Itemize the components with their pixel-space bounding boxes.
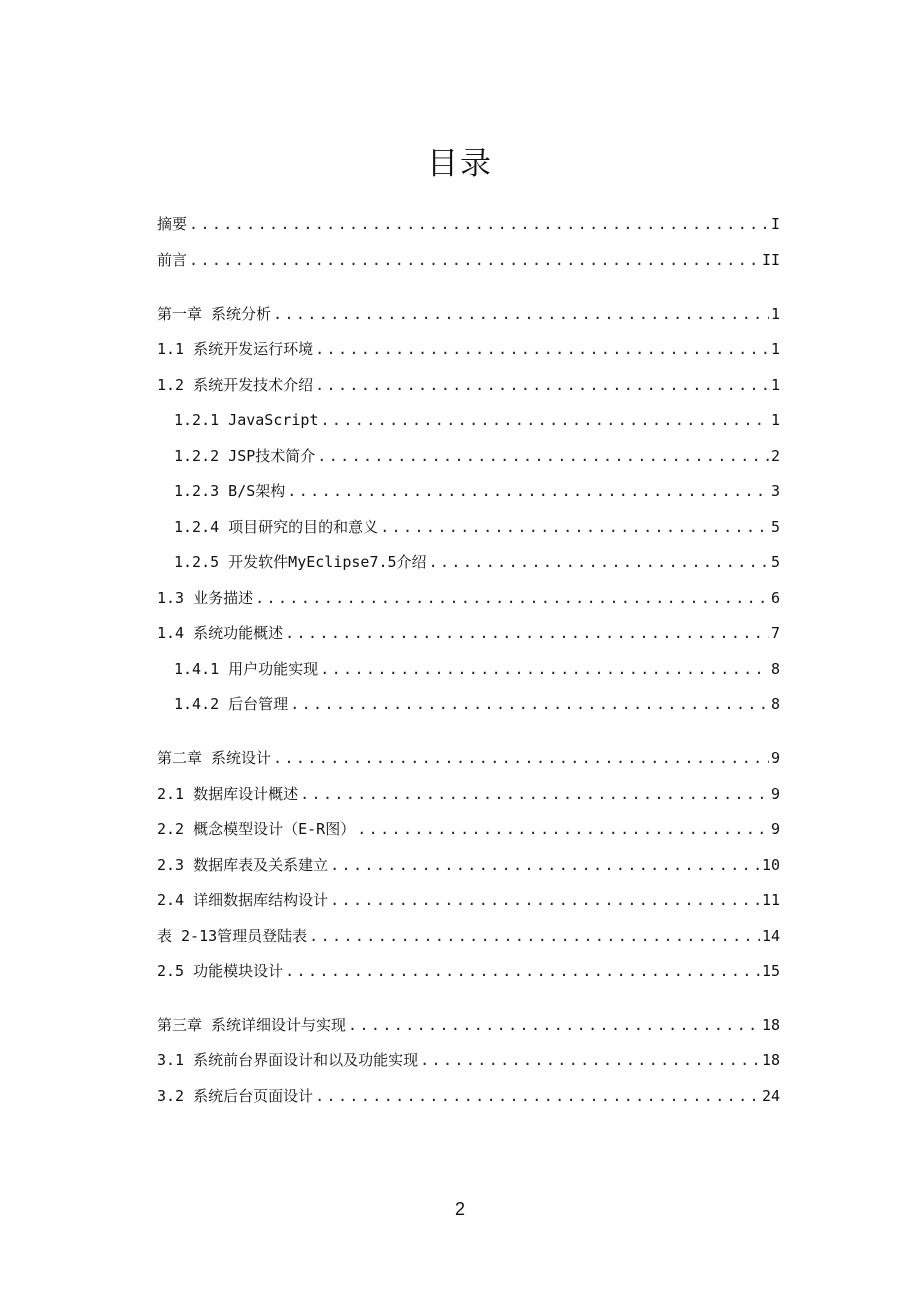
toc-entry-page: 9 — [770, 785, 780, 803]
toc-entry[interactable] — [157, 1013, 780, 1037]
toc-entry[interactable] — [157, 373, 780, 397]
toc-leader-dots — [285, 959, 760, 983]
toc-entry-label: 2.2 概念模型设计（E-R图） — [157, 820, 356, 838]
toc-entry-page: 2 — [770, 447, 780, 465]
toc-leader-dots — [290, 692, 769, 716]
toc-entry-label: 第一章 系统分析 — [157, 305, 272, 323]
toc-entry[interactable] — [157, 586, 780, 610]
toc-entry-label: 3.1 系统前台界面设计和以及功能实现 — [157, 1051, 419, 1069]
toc-leader-dots — [273, 746, 769, 770]
toc-entry-page: 8 — [770, 660, 780, 678]
toc-leader-dots — [420, 1048, 760, 1072]
toc-leader-dots — [357, 817, 769, 841]
toc-entry[interactable] — [157, 817, 780, 841]
toc-leader-dots — [300, 782, 769, 806]
toc-leader-dots — [309, 924, 760, 948]
toc-entry-page: 1 — [770, 411, 780, 429]
toc-leader-dots — [321, 408, 769, 432]
toc-entry-page: 9 — [770, 749, 780, 767]
toc-entry-label: 1.3 业务描述 — [157, 589, 254, 607]
toc-entry-page: 10 — [761, 856, 780, 874]
toc-entry-label: 表 2-13管理员登陆表 — [157, 927, 308, 945]
toc-leader-dots — [330, 853, 760, 877]
toc-leader-dots — [189, 212, 769, 236]
toc-entry-label: 1.2.4 项目研究的目的和意义 — [174, 518, 379, 536]
toc-entry[interactable] — [157, 959, 780, 983]
toc-entry-page: 3 — [770, 482, 780, 500]
toc-entry[interactable] — [174, 444, 780, 468]
toc-entry[interactable] — [174, 657, 780, 681]
toc-leader-dots — [315, 1084, 760, 1108]
toc-entry-page: 9 — [770, 820, 780, 838]
toc-entry-label: 第三章 系统详细设计与实现 — [157, 1016, 347, 1034]
toc-entry-page: 8 — [770, 695, 780, 713]
toc-entry[interactable] — [157, 212, 780, 236]
toc-entry[interactable] — [157, 746, 780, 770]
toc-entry[interactable] — [157, 1048, 780, 1072]
toc-entry[interactable] — [174, 692, 780, 716]
toc-entry-page: 11 — [761, 891, 780, 909]
toc-entry-label: 1.2.5 开发软件MyEclipse7.5介绍 — [174, 553, 427, 571]
toc-entry-page: 7 — [770, 624, 780, 642]
toc-entry-label: 第二章 系统设计 — [157, 749, 272, 767]
toc-entry-page: 5 — [770, 553, 780, 571]
toc-entry-label: 1.1 系统开发运行环境 — [157, 340, 314, 358]
toc-leader-dots — [348, 1013, 760, 1037]
toc-entry-label: 2.3 数据库表及关系建立 — [157, 856, 329, 874]
toc-leader-dots — [320, 657, 769, 681]
toc-leader-dots — [330, 888, 760, 912]
toc-entry[interactable] — [174, 408, 780, 432]
toc-entry-page: 15 — [761, 962, 780, 980]
footer-page-number: 2 — [454, 1199, 465, 1219]
toc-entry-label: 1.4 系统功能概述 — [157, 624, 284, 642]
toc-leader-dots — [285, 621, 769, 645]
toc-entry[interactable] — [157, 853, 780, 877]
toc-entry-page: 18 — [761, 1051, 780, 1069]
toc-entry[interactable] — [174, 515, 780, 539]
toc-entry-label: 1.2.2 JSP技术简介 — [174, 447, 316, 465]
toc-leader-dots — [189, 248, 760, 272]
toc-entry-label: 1.2.1 JavaScript — [174, 411, 319, 429]
toc-entry[interactable] — [157, 621, 780, 645]
toc-entry[interactable] — [174, 550, 780, 574]
toc-entry-label: 2.1 数据库设计概述 — [157, 785, 299, 803]
toc-entry-page: 24 — [761, 1087, 780, 1105]
toc-entry-label: 1.4.1 用户功能实现 — [174, 660, 319, 678]
toc-leader-dots — [315, 373, 769, 397]
toc-leader-dots — [255, 586, 769, 610]
toc-entry-label: 3.2 系统后台页面设计 — [157, 1087, 314, 1105]
toc-entry-label: 前言 — [157, 251, 188, 269]
toc-entry[interactable] — [157, 1084, 780, 1108]
toc-entry-label: 摘要 — [157, 215, 188, 233]
toc-leader-dots — [429, 550, 769, 574]
toc-entry-label: 2.5 功能模块设计 — [157, 962, 284, 980]
toc-leader-dots — [317, 444, 769, 468]
toc-leader-dots — [380, 515, 769, 539]
toc-leader-dots — [315, 337, 769, 361]
toc-leader-dots — [287, 479, 769, 503]
toc-entry-page: 5 — [770, 518, 780, 536]
toc-entry-label: 1.2 系统开发技术介绍 — [157, 376, 314, 394]
toc-leader-dots — [273, 302, 769, 326]
toc-entry[interactable] — [157, 782, 780, 806]
toc-entry[interactable] — [157, 888, 780, 912]
toc-entry-page: 1 — [770, 340, 780, 358]
toc-entry-label: 1.4.2 后台管理 — [174, 695, 289, 713]
toc-entry-page: 14 — [761, 927, 780, 945]
toc-entry-label: 2.4 详细数据库结构设计 — [157, 891, 329, 909]
toc-entry-page: II — [761, 251, 780, 269]
toc-entry-page: 1 — [770, 376, 780, 394]
toc-entry-label: 1.2.3 B/S架构 — [174, 482, 286, 500]
toc-entry-page: I — [770, 215, 780, 233]
page-title: 目录 — [427, 146, 493, 182]
toc-entry[interactable] — [157, 337, 780, 361]
toc-entry-page: 1 — [770, 305, 780, 323]
toc-entry[interactable] — [157, 248, 780, 272]
toc-entry-page: 18 — [761, 1016, 780, 1034]
toc-entry[interactable] — [174, 479, 780, 503]
toc-entry-page: 6 — [770, 589, 780, 607]
toc-entry[interactable] — [157, 924, 780, 948]
toc-entry[interactable] — [157, 302, 780, 326]
